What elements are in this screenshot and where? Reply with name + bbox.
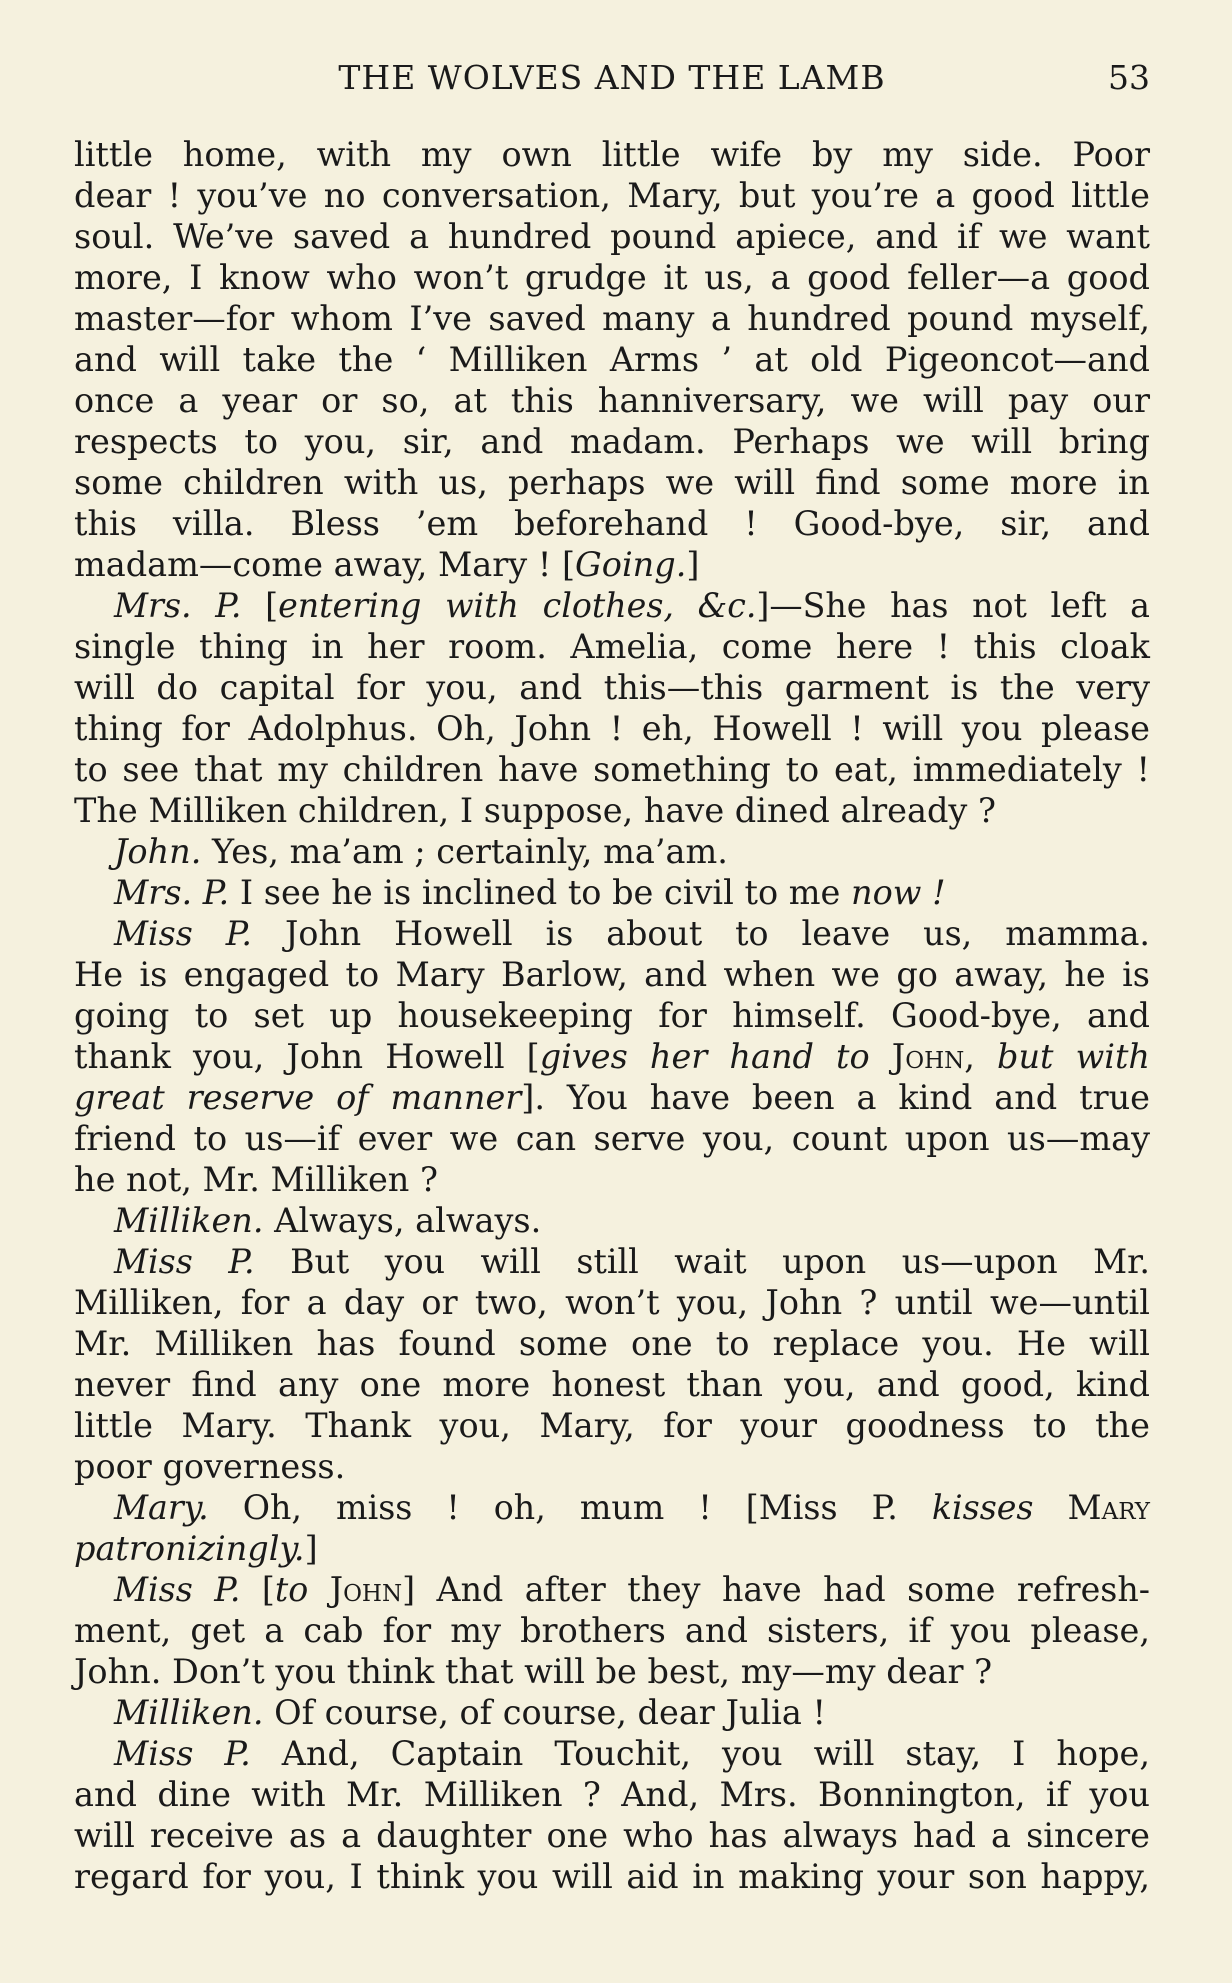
text-line-3: soul. We’ve saved a hundred pound apiece, and if we want bbox=[74, 217, 1150, 256]
text-line-10: this villa. Bless ’em beforehand ! Good-bye, sir, and bbox=[74, 504, 1150, 543]
speech-miss-p-2: Miss P. But you will still wait upon us—upon Mr. bbox=[114, 1242, 1150, 1281]
text-line-21: He is engaged to Mary Barlow, and when we go away, he is bbox=[74, 955, 1150, 994]
speaker-name: Miss P. bbox=[114, 1570, 241, 1609]
speaker-name: Mrs. P. bbox=[114, 873, 230, 912]
text-line-29: Milliken, for a day or two, won’t you, John ? until we—until bbox=[74, 1283, 1150, 1322]
speech-miss-p-4: Miss P. And, Captain Touchit, you will stay, I hope, bbox=[114, 1734, 1150, 1773]
page-header bbox=[74, 56, 1150, 100]
text-line-24: great reserve of manner]. You have been a kind and true bbox=[74, 1078, 1150, 1117]
text-line-8: respects to you, sir, and madam. Perhaps we will bring bbox=[74, 422, 1150, 461]
text-line-32: little Mary. Thank you, Mary, for your goodness to the bbox=[74, 1406, 1150, 1445]
text-line-13: single thing in her room. Amelia, come here ! this cloak bbox=[74, 627, 1150, 666]
speech-john: John. Yes, ma’am ; certainly, ma’am. bbox=[114, 832, 728, 871]
text-line-15: thing for Adolphus. Oh, John ! eh, Howell ! will you please bbox=[74, 709, 1150, 748]
text-line-37: ment, get a cab for my brothers and sisters, if you please, bbox=[74, 1611, 1150, 1650]
text-line-16: to see that my children have something to eat, immediately ! bbox=[74, 750, 1150, 789]
speech-milliken-2: Milliken. Of course, of course, dear Julia ! bbox=[114, 1693, 826, 1732]
speaker-name: John. bbox=[114, 832, 202, 871]
text-line-17: The Milliken children, I suppose, have dined already ? bbox=[74, 791, 996, 830]
text-line-33: poor governess. bbox=[74, 1447, 346, 1486]
speech-mrs-p: Mrs. P. [entering with clothes, &c.]—She has not left a bbox=[114, 586, 1150, 625]
body-text bbox=[74, 134, 1150, 1897]
speech-mary: Mary. Oh, miss ! oh, mum ! [Miss P. kisses Mary bbox=[114, 1488, 1150, 1527]
text-line-11: madam—come away, Mary ! [Going.] bbox=[74, 545, 700, 584]
text-line-42: will receive as a daughter one who has always had a sincere bbox=[74, 1816, 1150, 1855]
text-line-7: once a year or so, at this hanniversary, we will pay our bbox=[74, 381, 1150, 420]
text-line-23: thank you, John Howell [gives her hand to John, but with bbox=[74, 1037, 1150, 1076]
speaker-name: Mary. bbox=[114, 1488, 209, 1527]
speech-milliken: Milliken. Always, always. bbox=[114, 1201, 542, 1240]
text-line-22: going to set up housekeeping for himself. Good-bye, and bbox=[74, 996, 1150, 1035]
text-line-43: regard for you, I think you will aid in making your son happy, bbox=[74, 1857, 1150, 1896]
text-line-6: and will take the ‘ Milliken Arms ’ at old Pigeoncot—and bbox=[74, 340, 1150, 379]
speaker-name: Miss P. bbox=[114, 914, 253, 953]
text-line-5: master—for whom I’ve saved many a hundred pound myself, bbox=[74, 299, 1150, 338]
text-line-31: never find any one more honest than you, and good, kind bbox=[74, 1365, 1150, 1404]
page-number: 53 bbox=[1108, 58, 1150, 97]
text-line-14: will do capital for you, and this—this garment is the very bbox=[74, 668, 1150, 707]
text-line-2: dear ! you’ve no conversation, Mary, but you’re a good little bbox=[74, 176, 1150, 215]
text-line-26: he not, Mr. Milliken ? bbox=[74, 1160, 438, 1199]
text-line-41: and dine with Mr. Milliken ? And, Mrs. Bonnington, if you bbox=[74, 1775, 1150, 1814]
speech-miss-p-3: Miss P. [to John] And after they have had some refresh- bbox=[114, 1570, 1150, 1609]
speech-miss-p: Miss P. John Howell is about to leave us, mamma. bbox=[114, 914, 1150, 953]
text-line-4: more, I know who won’t grudge it us, a good feller—a good bbox=[74, 258, 1150, 297]
text-line-30: Mr. Milliken has found some one to replace you. He will bbox=[74, 1324, 1150, 1363]
text-line-9: some children with us, perhaps we will find some more in bbox=[74, 463, 1150, 502]
running-head: THE WOLVES AND THE LAMB bbox=[338, 58, 886, 97]
speaker-name: Miss P. bbox=[114, 1242, 255, 1281]
text-line-1: little home, with my own little wife by my side. Poor bbox=[74, 135, 1150, 174]
speaker-name: Mrs. P. bbox=[114, 586, 242, 625]
text-line-38: John. Don’t you think that will be best, my—my dear ? bbox=[74, 1652, 993, 1691]
speaker-name: Miss P. bbox=[114, 1734, 251, 1773]
speaker-name: Milliken. bbox=[114, 1201, 264, 1240]
text-line-35: patronizingly.] bbox=[74, 1529, 318, 1568]
text-line-25: friend to us—if ever we can serve you, count upon us—may bbox=[74, 1119, 1150, 1158]
speech-mrs-p-2: Mrs. P. I see he is inclined to be civil to me now ! bbox=[114, 873, 946, 912]
speaker-name: Milliken. bbox=[114, 1693, 264, 1732]
